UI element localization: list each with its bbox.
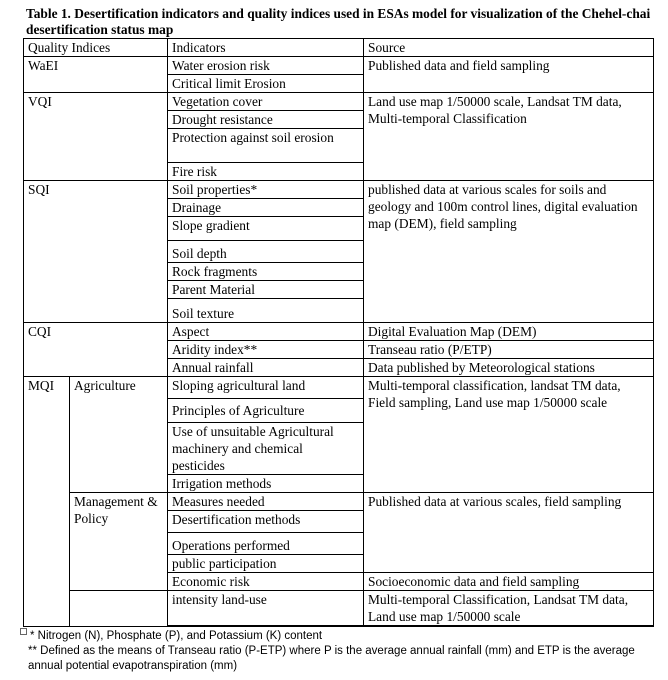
indicator-cell: Aridity index**: [168, 341, 364, 359]
indicator-cell: Parent Material: [168, 281, 364, 299]
source-cell: Published data and field sampling: [364, 57, 654, 93]
indicator-cell: Critical limit Erosion: [168, 75, 364, 93]
source-cell: Published data at various scales, field sampling: [364, 493, 654, 573]
indicator-cell: Annual rainfall: [168, 359, 364, 377]
indicator-cell: Vegetation cover: [168, 93, 364, 111]
quality-index-sqi: SQI: [24, 181, 168, 323]
source-cell: Data published by Meteorological stations: [364, 359, 654, 377]
source-cell: Digital Evaluation Map (DEM): [364, 323, 654, 341]
header-source: Source: [364, 39, 654, 57]
indicator-cell: Fire risk: [168, 163, 364, 181]
table-row: [24, 591, 654, 626]
table-row: [24, 57, 654, 75]
checkbox-icon: [20, 628, 27, 635]
source-cell: published data at various scales for soils and geology and 100m control lines, digital evaluation map (DEM), field sampling: [364, 181, 654, 323]
indicator-cell: Drainage: [168, 199, 364, 217]
indicator-cell: Soil depth: [168, 241, 364, 263]
source-cell: Land use map 1/50000 scale, Landsat TM data, Multi-temporal Classification: [364, 93, 654, 181]
source-cell: Multi-temporal Classification, Landsat TM data, Land use map 1/50000 scale: [364, 591, 654, 626]
sub-index-agriculture: Agriculture: [70, 377, 168, 493]
indicator-cell: Aspect: [168, 323, 364, 341]
footnote-2: ** Defined as the means of Transeau ratio (P-ETP) where P is the average annual rainfall (mm) and ETP is the average annual potential evapotranspiration (mm): [28, 645, 635, 672]
indicator-cell: Measures needed: [168, 493, 364, 511]
source-cell: Multi-temporal classification, landsat TM data, Field sampling, Land use map 1/50000 scale: [364, 377, 654, 493]
indicator-cell: Soil properties*: [168, 181, 364, 199]
indicator-cell: Slope gradient: [168, 217, 364, 241]
indicator-cell: Desertification methods: [168, 511, 364, 533]
header-row: [24, 39, 654, 57]
indicators-table: [23, 38, 654, 627]
header-quality-indices: Quality Indices: [24, 39, 168, 57]
indicator-cell: Drought resistance: [168, 111, 364, 129]
quality-index-vqi: VQI: [24, 93, 168, 181]
indicator-cell: Rock fragments: [168, 263, 364, 281]
footnote-1: [20, 628, 660, 644]
indicator-cell: public participation: [168, 555, 364, 573]
quality-index-mqi: MQI: [24, 377, 70, 627]
table-caption: Table 1. Desertification indicators and quality indices used in ESAs model for visualization of the Chehel-chai desertification status map: [26, 6, 651, 37]
footnote-1-text: * Nitrogen (N), Phosphate (P), and Potassium (K) content: [30, 630, 323, 642]
sub-index-management-policy: Management & Policy: [70, 493, 168, 591]
indicator-cell: Operations performed: [168, 533, 364, 555]
indicator-cell: Protection against soil erosion: [168, 129, 364, 163]
table-row: [24, 93, 654, 111]
indicator-cell: intensity land-use: [168, 591, 364, 626]
table-row: [24, 493, 654, 511]
quality-index-cqi: CQI: [24, 323, 168, 377]
indicator-cell: Sloping agricultural land: [168, 377, 364, 399]
indicator-cell: Water erosion risk: [168, 57, 364, 75]
indicator-cell: Economic risk: [168, 573, 364, 591]
footnotes: [20, 628, 660, 674]
indicator-cell: Principles of Agriculture: [168, 399, 364, 423]
header-indicators: Indicators: [168, 39, 364, 57]
indicator-cell: Irrigation methods: [168, 475, 364, 493]
source-cell: Transeau ratio (P/ETP): [364, 341, 654, 359]
table-row: [24, 377, 654, 399]
sub-index-empty: [70, 591, 168, 627]
quality-index-waei: WaEI: [24, 57, 168, 93]
table-row: [24, 181, 654, 199]
indicator-cell: Use of unsuitable Agricultural machinery and chemical pesticides: [168, 423, 364, 475]
source-cell: Socioeconomic data and field sampling: [364, 573, 654, 591]
table-row: [24, 323, 654, 341]
indicator-cell: Soil texture: [168, 299, 364, 323]
